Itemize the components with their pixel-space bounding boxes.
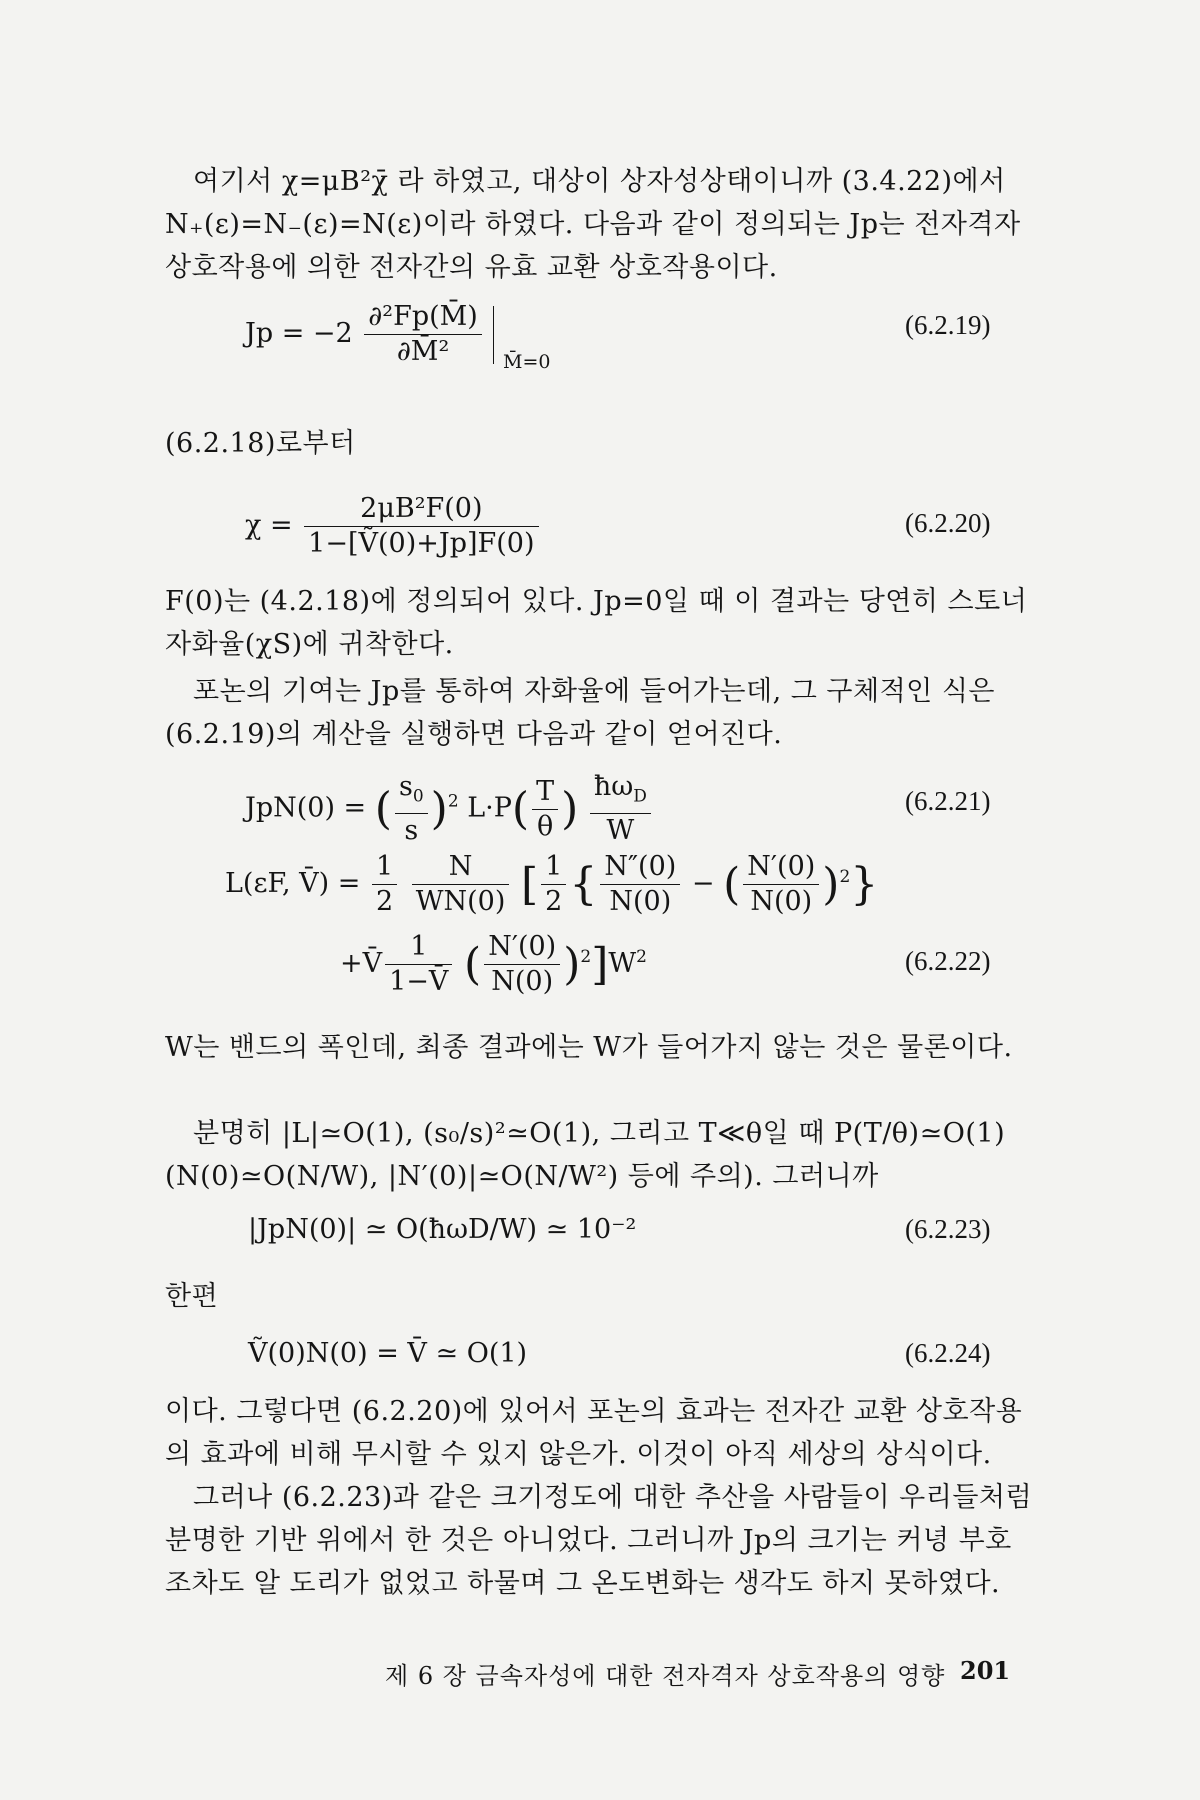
eq22-lhs: L(εF, V̄) = [225,868,361,899]
paragraph-1: 여기서 χ=μB²χ̄ 라 하였고, 대상이 상자성상태이니까 (3.4.22)에서 N₊(ε)=N₋(ε)=N(ε)이라 하였다. 다음과 같이 정의되는 Jp는 전자격자 상호작용에 의한 전자간의 유효 교환 상호작용이다. [165,166,1021,283]
paragraph-4: 포논의 기여는 Jp를 통하여 자화율에 들어가는데, 그 구체적인 식은 (6.2.19)의 계산을 실행하면 다음과 같이 얻어진다. [165,676,995,750]
paragraph-8: 이다. 그렇다면 (6.2.20)에 있어서 포논의 효과는 전자간 교환 상호작용의 효과에 비해 무시할 수 있지 않은가. 이것이 아직 세상의 상식이다. [165,1396,1023,1470]
eq20-numerator: 2μB²F(0) [304,492,538,527]
eq21-body: L·P [467,792,512,824]
equation-6-2-19 [245,300,550,373]
page-number: 201 [960,1656,1011,1685]
paragraph-7: 한편 [165,1281,219,1312]
eq20-number: (6.2.20) [905,508,991,538]
equation-6-2-21: JpN(0) = ( $\frac{s_0}{s}$ )$^2$ L·P( $\frac{T}{\theta}$ ) $\frac{ħ\omega_D}{W}$ [245,770,654,848]
eq24-number: (6.2.24) [905,1338,991,1368]
eq19-number: (6.2.19) [905,310,991,340]
eq22-number: (6.2.22) [905,946,991,976]
eq19-fraction [364,300,482,369]
equation-6-2-24: Ṽ(0)N(0) = V̄ ≃ O(1) [248,1338,528,1369]
eq19-eval-bar [493,306,494,364]
eq19-lhs: Jp = −2 [245,318,353,349]
paragraph-5: W는 밴드의 폭인데, 최종 결과에는 W가 들어가지 않는 것은 물론이다. [165,1032,1013,1063]
equation-6-2-22: L(εF, V̄) = $\frac{1}{2}$ $\frac{N}{WN(0)}$ [ $\frac{1}{2}$ { $\frac{N''(0)}{N(0)}$ − ( $\frac{N'(0)}{N(0)}$ )$^2$} [225,851,879,917]
eq20-lhs: χ = [245,510,293,541]
equation-6-2-23: |JpN(0)| ≃ O(ħωD/W) ≃ 10⁻² [248,1214,637,1245]
eq19-denominator: ∂M̄² [396,336,450,367]
eq23-number: (6.2.23) [905,1214,991,1244]
chapter-footer: 제 6 장 금속자성에 대한 전자격자 상호작용의 영향 [385,1662,946,1690]
equation-6-2-22-line2: +V̄ $\frac{1}{1-V̄}$ ( $\frac{N'(0)}{N(0)}$ )$^2]W^2$ [340,931,647,997]
eq19-numerator: ∂²Fp(M̄) [364,300,482,335]
eq20-fraction [304,492,538,561]
paragraph-3: F(0)는 (4.2.18)에 정의되어 있다. Jp=0일 때 이 결과는 당연히 스토너 자화율(χS)에 귀착한다. [165,586,1028,660]
paragraph-6: 분명히 |L|≃O(1), (s₀/s)²≃O(1), 그리고 T≪θ일 때 P(T/θ)≃O(1) (N(0)≃O(N/W), |N′(0)|≃O(N/W²) 등에 주의). 그러니까 [165,1118,1006,1192]
paragraph-2: (6.2.18)로부터 [165,428,356,459]
eq21-lhs: JpN(0) = [245,792,367,824]
eq21-number: (6.2.21) [905,786,991,816]
eq19-eval-point: M̄=0 [503,351,551,373]
equation-6-2-20 [245,492,542,561]
paragraph-9: 그러나 (6.2.23)과 같은 크기정도에 대한 추산을 사람들이 우리들처럼 분명한 기반 위에서 한 것은 아니었다. 그러니까 Jp의 크기는 커녕 부호조차도 알 도리가 없었고 하물며 그 온도변화는 생각도 하지 못하였다. [165,1482,1033,1599]
eq20-denominator: 1−[Ṽ(0)+Jp]F(0) [308,528,535,559]
